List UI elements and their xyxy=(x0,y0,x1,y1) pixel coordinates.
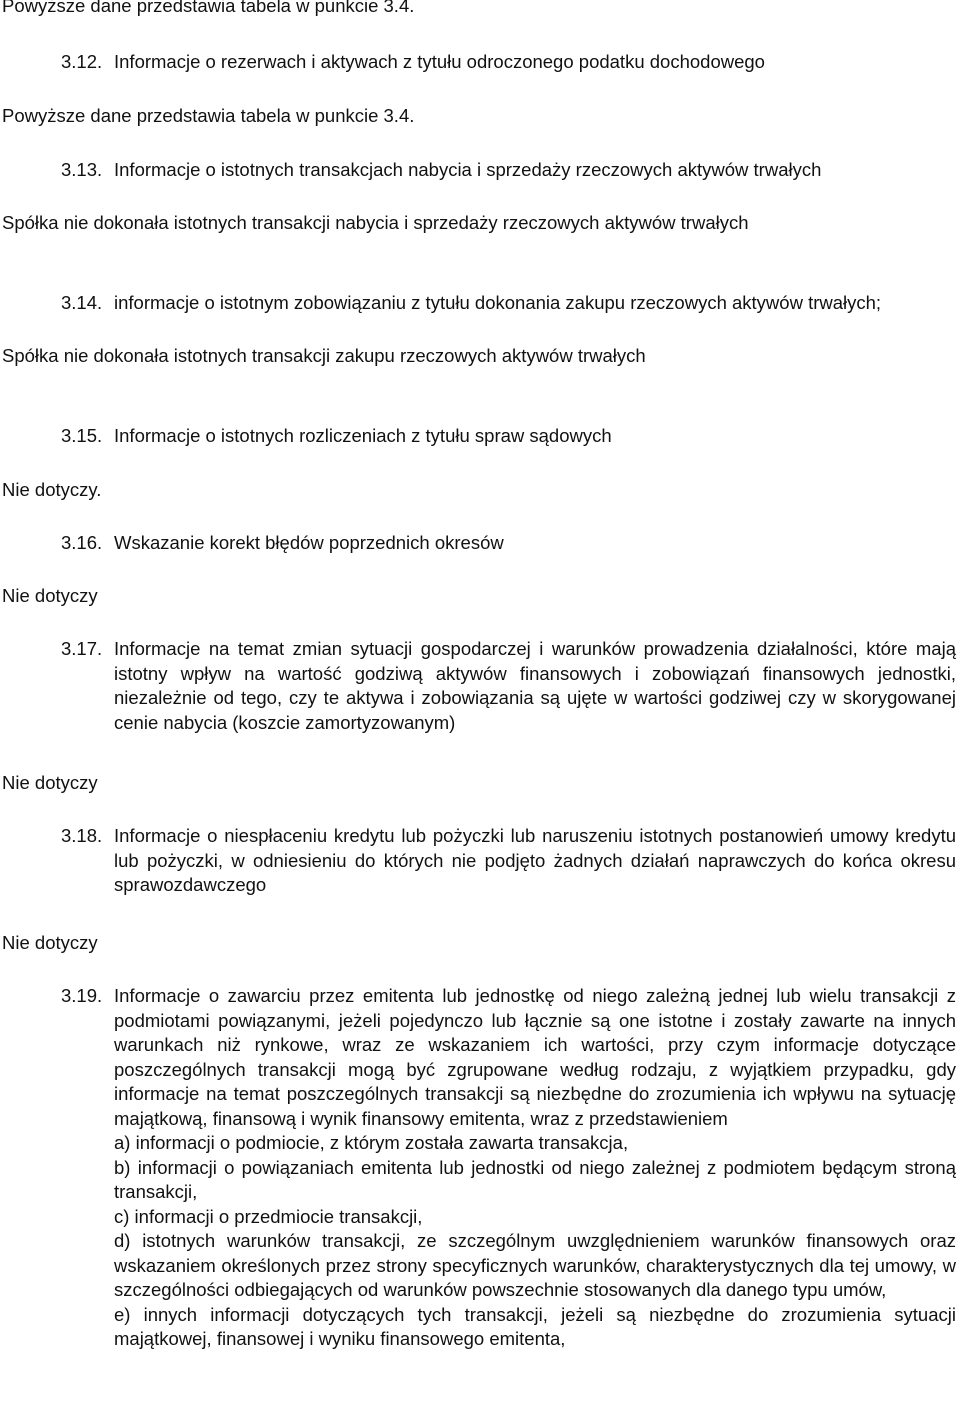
list-item-c: c) informacji o przedmiocie transakcji, xyxy=(114,1205,423,1227)
paragraph-not-applicable: Nie dotyczy xyxy=(2,585,98,606)
paragraph-no-transactions: Spółka nie dokonała istotnych transakcji nabycia i sprzedaży rzeczowych aktywów trwałych xyxy=(2,212,749,233)
paragraph-not-applicable: Nie dotyczy. xyxy=(2,479,102,500)
section-3-16 xyxy=(61,531,956,556)
section-number: 3.19. xyxy=(61,985,103,1006)
section-3-18 xyxy=(61,824,956,898)
section-heading: Informacje o istotnych rozliczeniach z tytułu spraw sądowych xyxy=(114,425,612,446)
section-number: 3.12. xyxy=(61,51,103,72)
section-number: 3.13. xyxy=(61,159,103,180)
paragraph-no-purchases: Spółka nie dokonała istotnych transakcji zakupu rzeczowych aktywów trwałych xyxy=(2,345,646,366)
section-body xyxy=(114,984,956,1352)
section-3-12 xyxy=(61,50,956,75)
section-number: 3.15. xyxy=(61,425,103,446)
section-3-14 xyxy=(61,291,956,316)
paragraph-not-applicable: Nie dotyczy xyxy=(2,772,98,793)
section-heading: informacje o istotnym zobowiązaniu z tytułu dokonania zakupu rzeczowych aktywów trwałych; xyxy=(114,292,882,313)
section-heading: Informacje o zawarciu przez emitenta lub jednostkę od niego zależną jednej lub wielu transakcji z podmiotami powiązanymi, jeżeli pojedynczo lub łącznie są one istotne i zostały zawarte na innych warunkach niż rynkowe, wraz ze wskazaniem ich wartości, przy czym informacje dotyczące poszczególnych transakcji mogą być zgrupowane według rodzaju, z wyjątkiem przypadku, gdy informacje na temat poszczególnych transakcji są niezbędne do zrozumienia ich wpływu na sytuację majątkową, finansową i wynik finansowy emitenta, wraz z przedstawieniem xyxy=(114,985,956,1129)
section-number: 3.17. xyxy=(61,638,103,659)
section-3-15 xyxy=(61,424,956,449)
section-heading: Informacje o rezerwach i aktywach z tytułu odroczonego podatku dochodowego xyxy=(114,51,765,72)
section-heading: Wskazanie korekt błędów poprzednich okresów xyxy=(114,532,504,553)
section-3-13 xyxy=(61,158,956,183)
list-item-d: d) istotnych warunków transakcji, ze szczególnym uwzględnieniem warunków finansowych oraz wskazaniem określonych przez strony specyficznych warunków, charakterystycznych dla tej umowy, w szczególności odbiegających od warunków powszechnie stosowanych dla danego typu umów, xyxy=(114,1230,956,1300)
list-item-b: b) informacji o powiązaniach emitenta lub jednostki od niego zależnej z podmiotem będącym stroną transakcji, xyxy=(114,1156,956,1202)
section-3-17 xyxy=(61,637,956,735)
section-number: 3.18. xyxy=(61,825,103,846)
section-heading: Informacje o istotnych transakcjach nabycia i sprzedaży rzeczowych aktywów trwałych xyxy=(114,159,822,180)
list-item-a: a) informacji o podmiocie, z którym została zawarta transakcja, xyxy=(114,1132,629,1153)
section-heading: Informacje o niespłaceniu kredytu lub pożyczki lub naruszeniu istotnych postanowień umowy kredytu lub pożyczki, w odniesieniu do których nie podjęto żadnych działań naprawczych do końca okresu sprawozdawczego xyxy=(114,825,956,895)
section-heading: Informacje na temat zmian sytuacji gospodarczej i warunków prowadzenia działalności, które mają istotny wpływ na wartość godziwą aktywów finansowych i zobowiązań finansowych jednostki, niezależnie od tego, czy te aktywa i zobowiązania są ujęte w wartości godziwej czy w skorygowanej cenie nabycia (koszcie zamortyzowanym) xyxy=(114,638,956,733)
paragraph-not-applicable: Nie dotyczy xyxy=(2,932,98,953)
section-3-19 xyxy=(61,984,956,1352)
paragraph-table-reference: Powyższe dane przedstawia tabela w punkcie 3.4. xyxy=(2,0,415,16)
section-number: 3.16. xyxy=(61,532,103,553)
section-number: 3.14. xyxy=(61,292,103,313)
paragraph-table-reference: Powyższe dane przedstawia tabela w punkcie 3.4. xyxy=(2,105,415,126)
list-item-e: e) innych informacji dotyczących tych transakcji, jeżeli są niezbędne do zrozumienia sytuacji majątkowej, finansowej i wyniku finansowego emitenta, xyxy=(114,1303,956,1349)
